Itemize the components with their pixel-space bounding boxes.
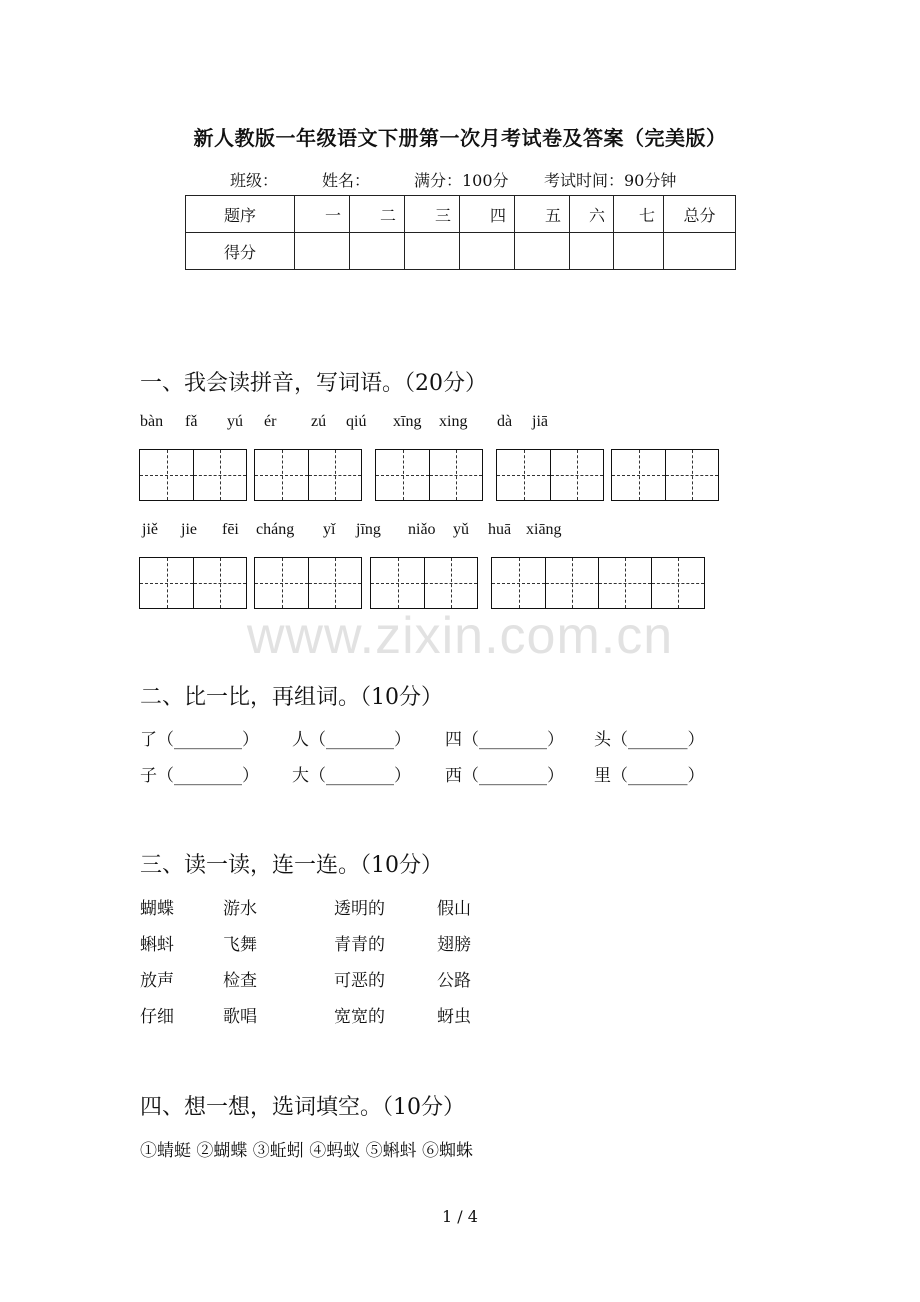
pinyin: yú <box>227 413 243 430</box>
pinyin: yǔ <box>453 521 469 538</box>
pinyin: xing <box>439 413 468 430</box>
section-3-heading: 三、读一读，连一连。（10分） <box>140 853 443 878</box>
writing-grid[interactable] <box>254 557 362 609</box>
word-blank[interactable]: 头（_______） <box>594 730 705 750</box>
writing-grid[interactable] <box>139 557 247 609</box>
header-cell: 七 <box>614 196 664 233</box>
pinyin: dà <box>497 413 513 430</box>
watermark: www.zixin.com.cn <box>246 607 674 665</box>
pinyin: xīng <box>393 413 422 430</box>
pinyin: bàn <box>140 413 164 430</box>
match-word[interactable]: 游水 <box>223 899 257 919</box>
match-word[interactable]: 歌唱 <box>223 1007 257 1027</box>
pinyin: zú <box>311 413 327 430</box>
match-word[interactable]: 青青的 <box>334 935 385 955</box>
match-word[interactable]: 放声 <box>140 971 174 991</box>
pinyin: huā <box>488 521 512 538</box>
name-label: 姓名： <box>322 171 371 190</box>
match-word[interactable]: 可恶的 <box>334 971 385 991</box>
header-cell: 四 <box>460 196 515 233</box>
match-word[interactable]: 仔细 <box>140 1007 174 1027</box>
score-table-header-row <box>186 196 736 233</box>
score-table <box>185 195 736 270</box>
pinyin: qiú <box>346 413 367 430</box>
score-cell[interactable] <box>350 233 405 270</box>
pinyin: fēi <box>222 521 239 538</box>
header-cell: 六 <box>570 196 614 233</box>
writing-grid[interactable] <box>496 449 604 501</box>
match-word[interactable]: 蝴蝶 <box>140 899 174 919</box>
class-label: 班级： <box>230 171 279 190</box>
score-cell[interactable] <box>460 233 515 270</box>
word-blank[interactable]: 子（________） <box>140 766 259 786</box>
writing-grid[interactable] <box>611 449 719 501</box>
word-blank[interactable]: 大（________） <box>292 766 411 786</box>
writing-grid[interactable] <box>370 557 478 609</box>
section-4-heading: 四、想一想，选词填空。（10分） <box>140 1095 465 1120</box>
header-cell: 总分 <box>664 196 736 233</box>
document-title: 新人教版一年级语文下册第一次月考试卷及答案（完美版） <box>193 126 727 150</box>
word-options: ①蜻蜓 ②蝴蝶 ③蚯蚓 ④蚂蚁 ⑤蝌蚪 ⑥蜘蛛 <box>140 1141 474 1161</box>
pinyin: jīng <box>356 521 381 538</box>
score-cell[interactable] <box>614 233 664 270</box>
word-blank[interactable]: 西（________） <box>445 766 564 786</box>
match-word[interactable]: 宽宽的 <box>334 1007 385 1027</box>
writing-grid[interactable] <box>254 449 362 501</box>
page-number: 1 / 4 <box>442 1207 478 1226</box>
pinyin: niǎo <box>408 521 436 538</box>
match-word[interactable]: 飞舞 <box>223 935 257 955</box>
match-word[interactable]: 假山 <box>437 899 471 919</box>
pinyin: yǐ <box>323 521 336 538</box>
score-cell[interactable] <box>295 233 350 270</box>
section-1-heading: 一、我会读拼音，写词语。（20分） <box>140 371 487 396</box>
match-word[interactable]: 蚜虫 <box>437 1007 471 1027</box>
pinyin: fǎ <box>185 413 198 430</box>
header-cell: 题序 <box>186 196 295 233</box>
writing-grid[interactable] <box>139 449 247 501</box>
match-word[interactable]: 蝌蚪 <box>140 935 174 955</box>
exam-time: 考试时间：90分钟 <box>544 171 677 190</box>
match-word[interactable]: 翅膀 <box>437 935 471 955</box>
row-label: 得分 <box>186 233 295 270</box>
score-table-score-row <box>186 233 736 270</box>
writing-grid[interactable] <box>375 449 483 501</box>
pinyin: jie <box>181 521 197 538</box>
pinyin: xiāng <box>526 521 562 538</box>
match-word[interactable]: 公路 <box>437 971 471 991</box>
word-blank[interactable]: 了（________） <box>140 730 259 750</box>
word-blank[interactable]: 四（________） <box>445 730 564 750</box>
match-word[interactable]: 检查 <box>223 971 257 991</box>
match-word[interactable]: 透明的 <box>334 899 385 919</box>
score-cell[interactable] <box>664 233 736 270</box>
header-cell: 一 <box>295 196 350 233</box>
section-2-heading: 二、比一比，再组词。（10分） <box>140 685 443 710</box>
word-blank[interactable]: 里（_______） <box>594 766 705 786</box>
word-blank[interactable]: 人（________） <box>292 730 411 750</box>
header-cell: 五 <box>515 196 570 233</box>
pinyin: jiě <box>142 521 158 538</box>
header-cell: 二 <box>350 196 405 233</box>
pinyin: jiā <box>532 413 548 430</box>
score-cell[interactable] <box>515 233 570 270</box>
pinyin: ér <box>264 413 277 430</box>
full-score: 满分：100分 <box>414 171 509 190</box>
score-cell[interactable] <box>405 233 460 270</box>
pinyin: cháng <box>256 521 295 538</box>
writing-grid[interactable] <box>491 557 705 609</box>
header-cell: 三 <box>405 196 460 233</box>
score-cell[interactable] <box>570 233 614 270</box>
